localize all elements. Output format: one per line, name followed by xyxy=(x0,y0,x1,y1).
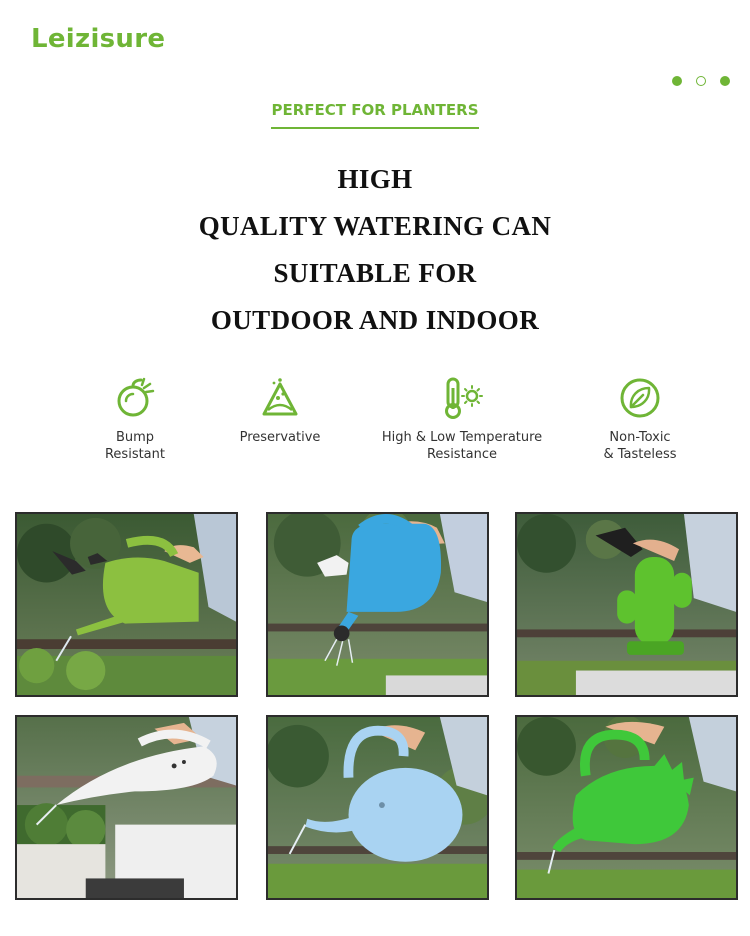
cactus-bottle-image xyxy=(517,514,736,695)
headline-line-2: QUALITY WATERING CAN xyxy=(198,211,552,241)
feature-label-line-2: Resistance xyxy=(426,447,498,462)
product-photo-cactus-bottle[interactable] xyxy=(515,512,738,697)
feature-label-line-1: Bump xyxy=(115,430,155,445)
blue-spray-can-image xyxy=(268,514,487,695)
product-photo-blue-spray-can[interactable] xyxy=(266,512,489,697)
carousel-dot-3[interactable] xyxy=(720,76,730,86)
headline-line-1: HIGH xyxy=(337,164,413,194)
feature-list xyxy=(0,376,750,486)
carousel-indicators xyxy=(672,76,730,86)
product-photo-elephant-can[interactable] xyxy=(266,715,489,900)
product-photo-green-spray-can[interactable] xyxy=(15,512,238,697)
headline xyxy=(0,162,750,350)
brand-logo[interactable]: Leizisure xyxy=(31,24,166,54)
preservative-icon xyxy=(258,376,302,420)
leaf-icon xyxy=(618,376,662,420)
elephant-can-image xyxy=(268,717,487,898)
carousel-dot-2[interactable] xyxy=(696,76,706,86)
product-photo-dinosaur-can[interactable] xyxy=(515,715,738,900)
bump-resistant-icon xyxy=(113,376,157,420)
feature-bump-resistant xyxy=(90,376,180,463)
feature-temperature-resistance xyxy=(372,376,552,463)
feature-label-line-1: High & Low Temperature xyxy=(381,430,543,445)
feature-label-line-1: Preservative xyxy=(239,430,321,445)
thermometer-sun-icon xyxy=(440,376,484,420)
feature-non-toxic xyxy=(590,376,690,463)
feature-label-line-1: Non-Toxic xyxy=(609,430,671,445)
headline-line-4: OUTDOOR AND INDOOR xyxy=(210,305,540,335)
headline-line-3: SUITABLE FOR xyxy=(273,258,477,288)
carousel-dot-1[interactable] xyxy=(672,76,682,86)
feature-label-line-2: Resistant xyxy=(104,447,165,462)
product-photo-whale-can[interactable] xyxy=(15,715,238,900)
feature-preservative xyxy=(230,376,330,446)
dinosaur-can-image xyxy=(517,717,736,898)
feature-label-line-2: & Tasteless xyxy=(603,447,677,462)
tagline: PERFECT FOR PLANTERS xyxy=(271,101,478,129)
product-gallery xyxy=(15,512,738,912)
tagline-section xyxy=(0,101,750,129)
green-spray-can-image xyxy=(17,514,236,695)
whale-can-image xyxy=(17,717,236,898)
